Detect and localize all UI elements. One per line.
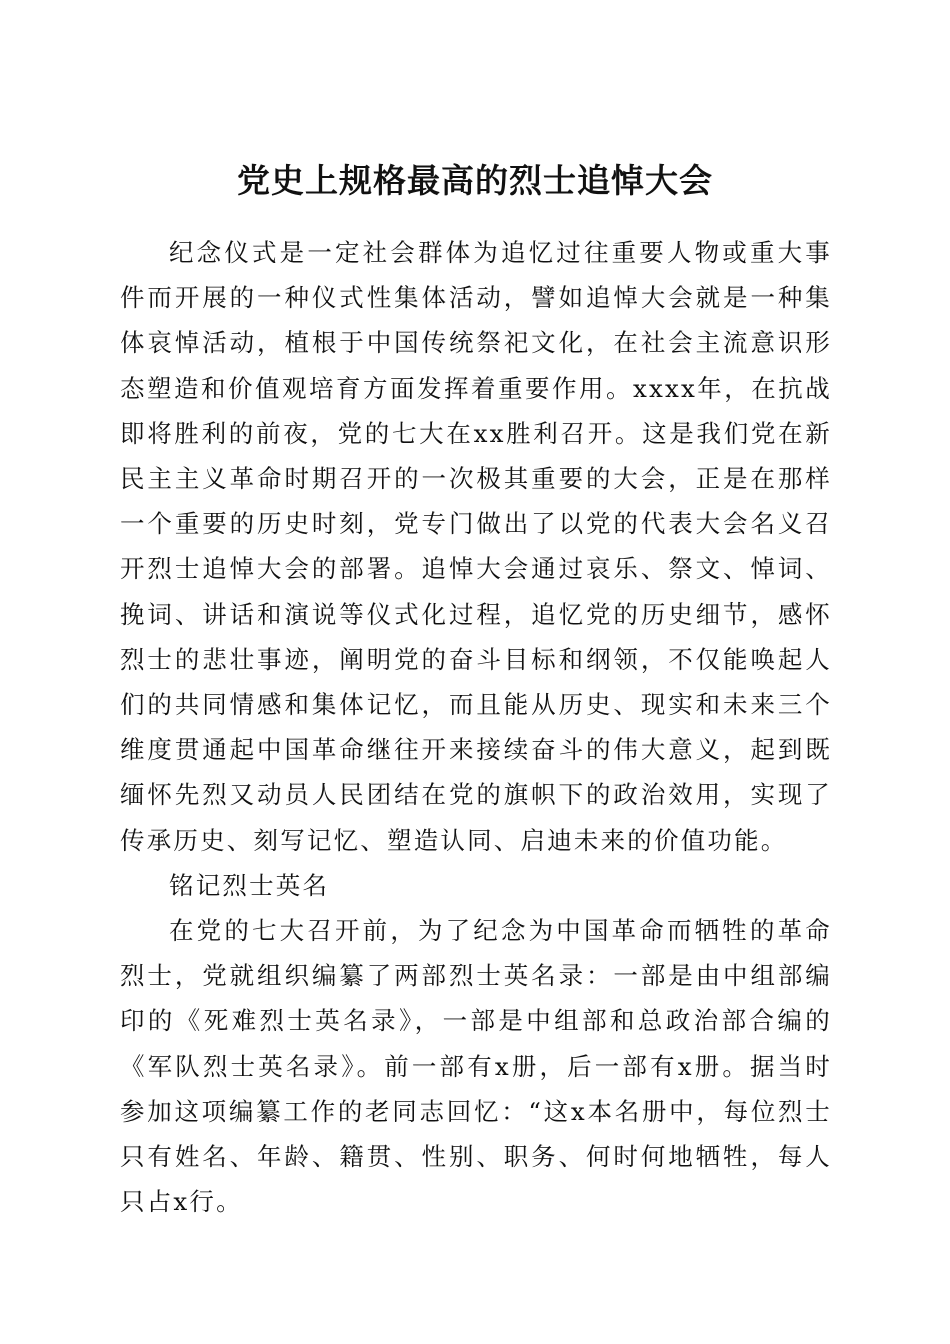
section-heading: 铭记烈士英名 [169, 870, 330, 900]
document-title: 党史上规格最高的烈士追悼大会 [237, 161, 713, 201]
paragraph-intro: 纪念仪式是一定社会群体为追忆过往重要人物或重大事件而开展的一种仪式性集体活动，譬如追悼大会就是一种集体哀悼活动，植根于中国传统祭祀文化，在社会主流意识形态塑造和价值观培育方面发挥着重要作用。xxxx年，在抗战即将胜利的前夜，党的七大在xx胜利召开。这是我们党在新民主主义革命时期召开的一次极其重要的大会，正是在那样一个重要的历史时刻，党专门做出了以党的代表大会名义召开烈士追悼大会的部署。追悼大会通过哀乐、祭文、悼词、挽词、讲话和演说等仪式化过程，追忆党的历史细节，感怀烈士的悲壮事迹，阐明党的奋斗目标和纲领，不仅能唤起人们的共同情感和集体记忆，而且能从历史、现实和未来三个维度贯通起中国革命继往开来接续奋斗的伟大意义，起到既缅怀先烈又动员人民团结在党的旗帜下的政治效用，实现了传承历史、刻写记忆、塑造认同、启迪未来的价值功能。 [120, 238, 832, 855]
paragraph-section: 在党的七大召开前，为了纪念为中国革命而牺牲的革命烈士，党就组织编纂了两部烈士英名录：一部是由中组部编印的《死难烈士英名录》，一部是中组部和总政治部合编的《军队烈士英名录》。前一部有x册，后一部有x册。据当时参加这项编纂工作的老同志回忆：“这x本名册中，每位烈士只有姓名、年龄、籍贯、性别、职务、何时何地牺牲，每人只占x行。 [120, 916, 832, 1217]
document-body [120, 230, 832, 1224]
